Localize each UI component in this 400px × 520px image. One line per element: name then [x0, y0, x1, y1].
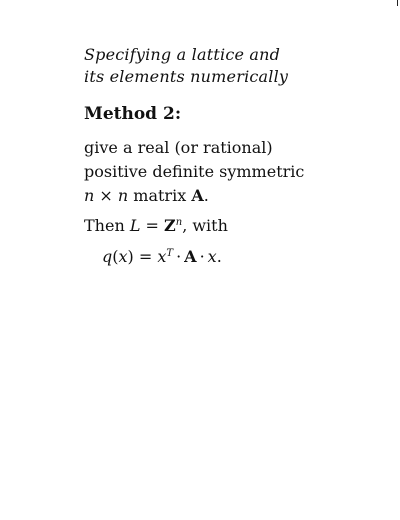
math-x: x: [118, 247, 128, 266]
math-equals: =: [140, 216, 165, 235]
formula-equals: =: [133, 247, 158, 266]
math-times: ×: [94, 186, 118, 205]
then-line: [84, 214, 384, 238]
paren-open: (: [112, 247, 119, 266]
body-line-2: positive definite symmetric: [84, 162, 305, 181]
body-line-1: give a real (or rational): [84, 138, 273, 157]
math-n-2: n: [117, 186, 129, 205]
matrix-A: A: [191, 186, 204, 205]
method-description: [84, 136, 384, 208]
method-heading: Method 2:: [84, 104, 182, 124]
then-text: Then: [84, 216, 130, 235]
math-n-1: n: [84, 186, 95, 205]
math-dot-2: ·: [199, 247, 205, 266]
paren-close: ): [127, 247, 134, 266]
math-T: T: [166, 248, 174, 259]
with-text: , with: [182, 216, 228, 235]
math-L: L: [129, 216, 141, 235]
period: .: [203, 186, 209, 205]
slide-title: [84, 44, 384, 88]
title-line-1: Specifying a lattice and: [84, 45, 281, 64]
quadratic-form-formula: [102, 245, 382, 269]
body-line-3: [84, 184, 384, 208]
math-x-transpose: x: [157, 247, 167, 266]
edge-mark: [397, 0, 398, 6]
matrix-text: matrix: [128, 186, 192, 205]
title-line-2: its elements numerically: [84, 67, 289, 86]
math-q: q: [102, 247, 113, 266]
math-exponent-n: n: [175, 217, 183, 228]
math-dot-1: ·: [176, 247, 182, 266]
math-A: A: [184, 247, 197, 266]
math-Z: Z: [164, 216, 176, 235]
formula-period: .: [216, 247, 222, 266]
math-x-2: x: [207, 247, 217, 266]
